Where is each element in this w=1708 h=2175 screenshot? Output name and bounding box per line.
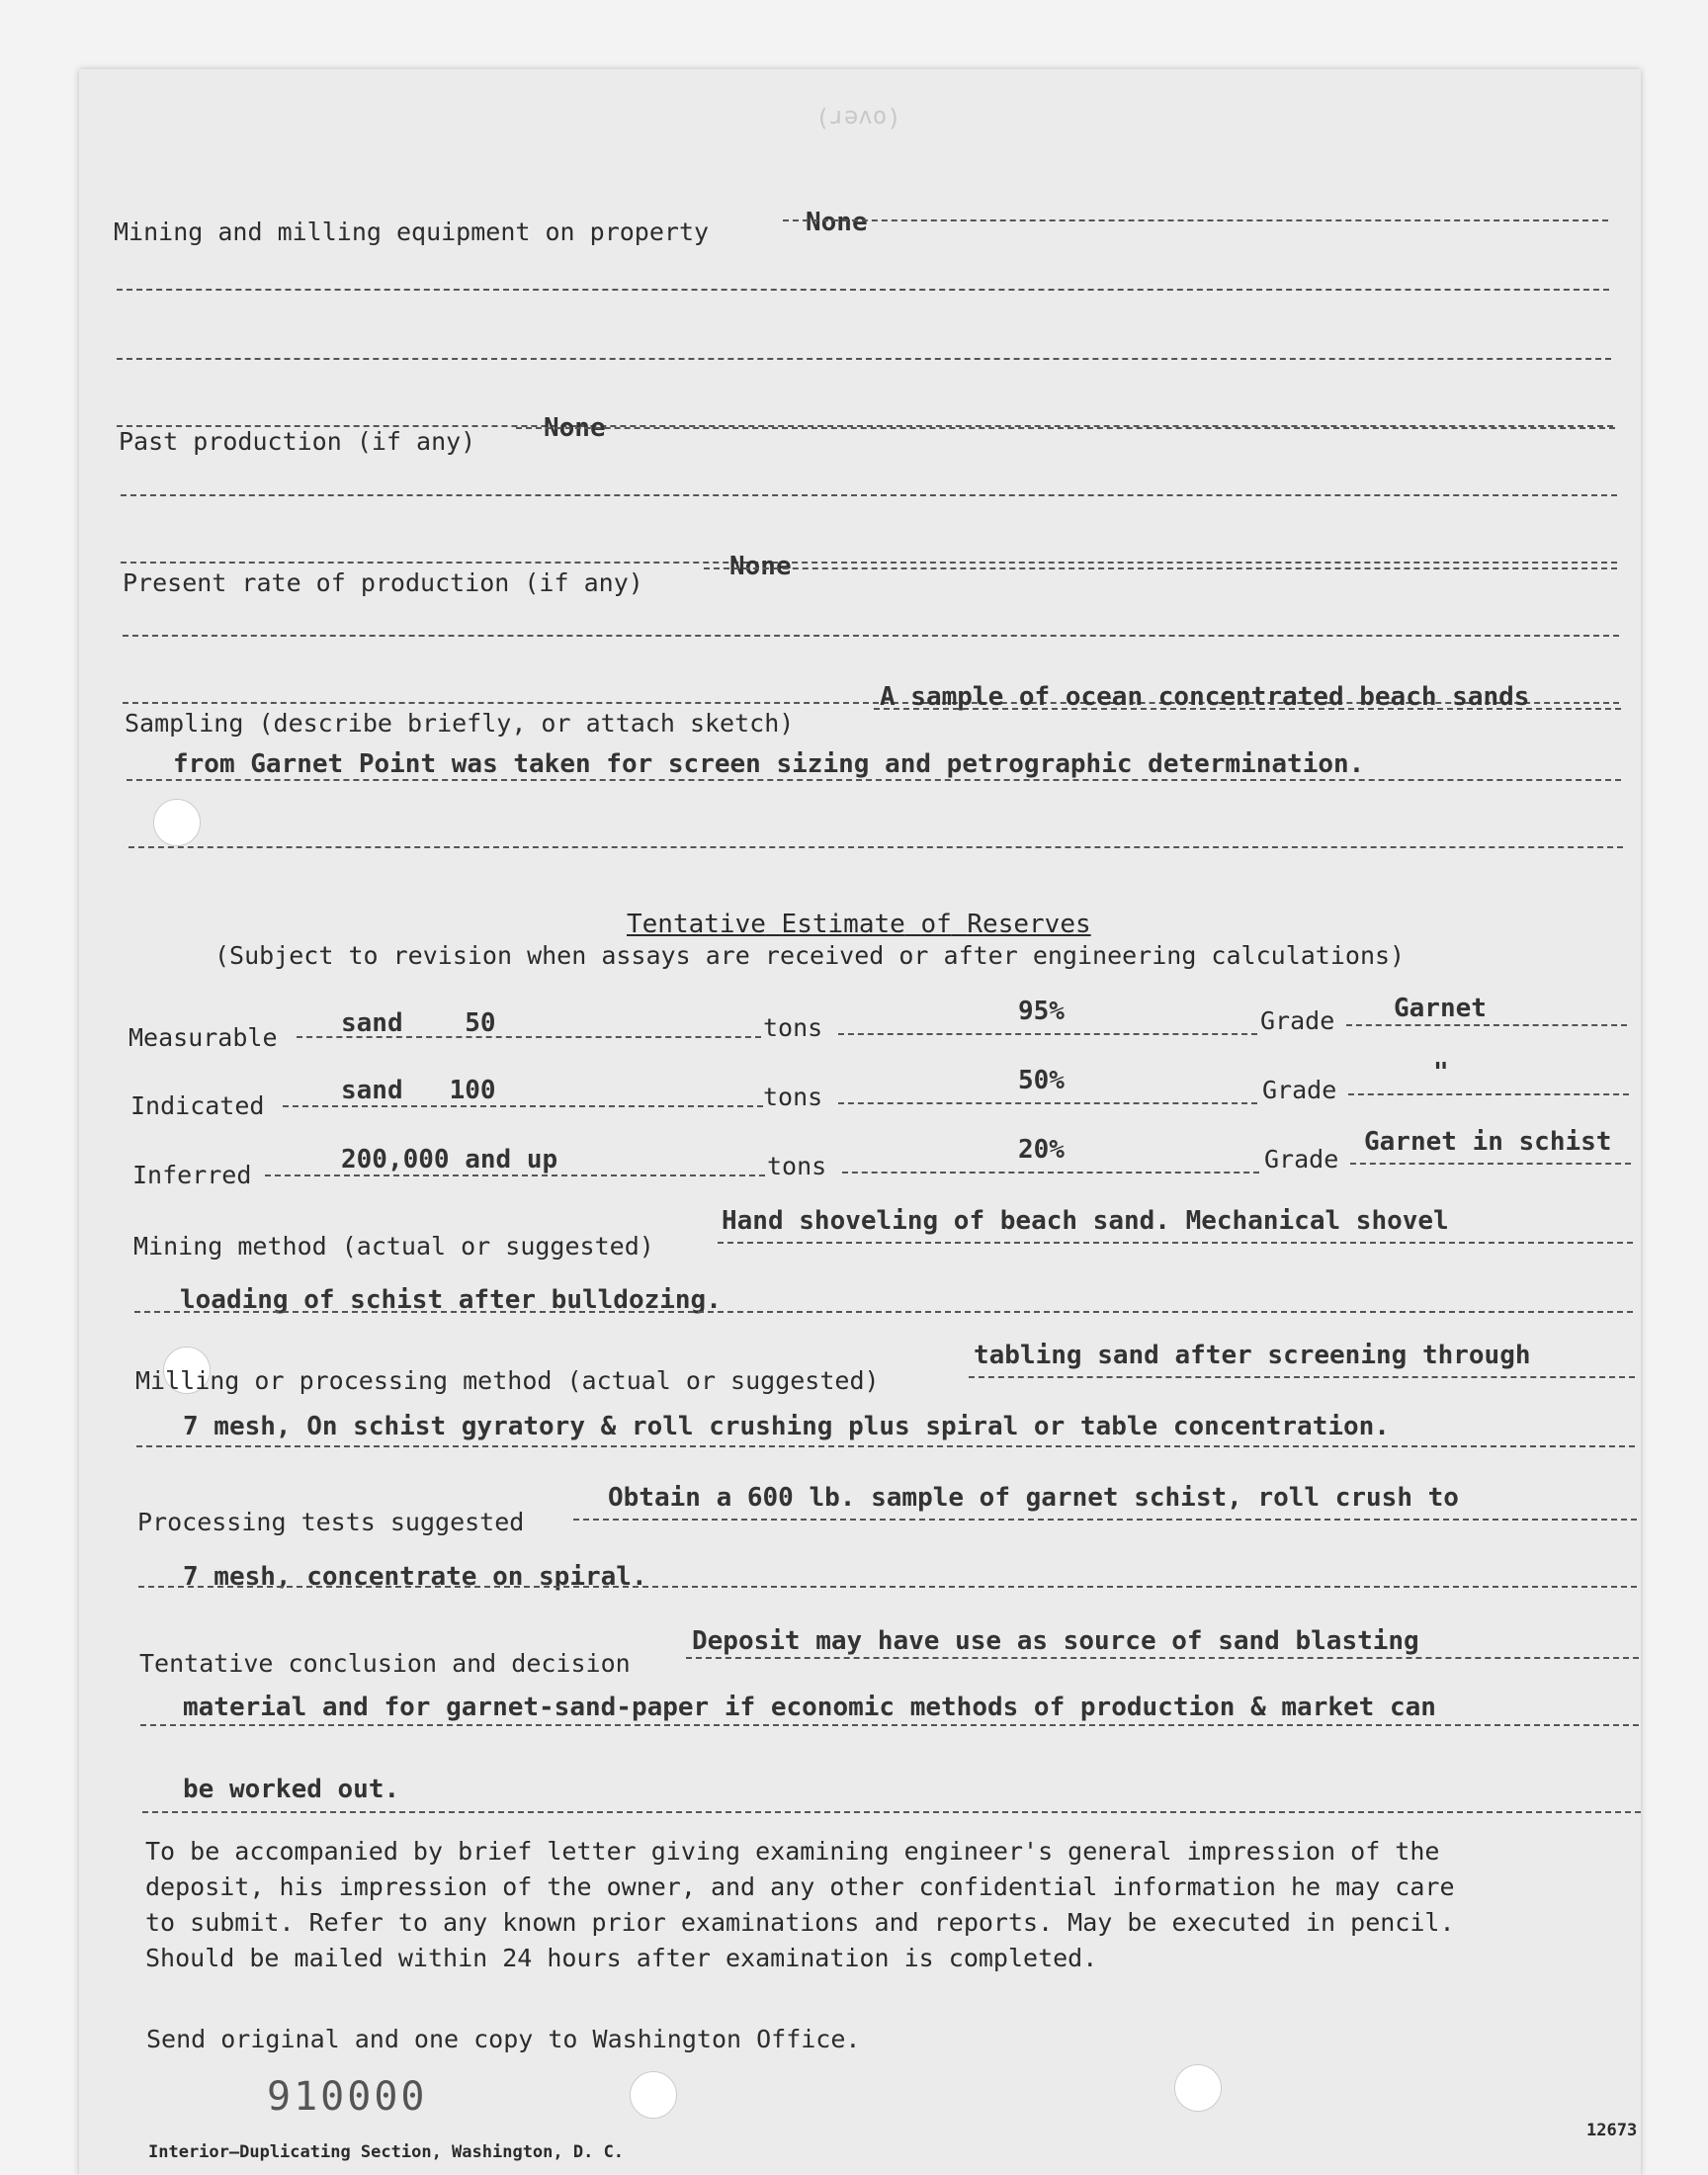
mining-method-value-2: loading of schist after bulldozing. bbox=[180, 1285, 722, 1315]
sampling-label: Sampling (describe briefly, or attach sketch) bbox=[125, 709, 795, 738]
indicated-grade-label: Grade bbox=[1262, 1076, 1337, 1104]
heading-word-4: Reserves bbox=[967, 910, 1091, 939]
equipment-line bbox=[783, 219, 1608, 221]
measurable-qty: sand 50 bbox=[341, 1008, 496, 1038]
instructions-paragraph bbox=[145, 1834, 1638, 1976]
indicated-qty-line bbox=[283, 1105, 763, 1107]
sampling-value-1: A sample of ocean concentrated beach sands bbox=[880, 682, 1530, 712]
reserves-subtitle: (Subject to revision when assays are received or after engineering calculations) bbox=[214, 941, 1406, 970]
blank-line-6 bbox=[123, 635, 1619, 637]
inferred-grade-label: Grade bbox=[1264, 1145, 1339, 1174]
milling-method-line-2 bbox=[136, 1445, 1635, 1447]
present-rate-line bbox=[704, 567, 1617, 569]
blank-line-2 bbox=[117, 358, 1611, 360]
indicated-qty: sand 100 bbox=[341, 1076, 496, 1105]
milling-method-value-1: tabling sand after screening through bbox=[974, 1341, 1531, 1370]
stamp-number: 910000 bbox=[267, 2074, 428, 2120]
processing-tests-line-1 bbox=[573, 1519, 1637, 1521]
indicated-tons: tons bbox=[763, 1083, 823, 1111]
mining-method-value-1: Hand shoveling of beach sand. Mechanical shovel bbox=[722, 1206, 1449, 1236]
measurable-grade: Garnet bbox=[1394, 994, 1487, 1023]
measurable-grade-line bbox=[1346, 1024, 1627, 1026]
heading-word-2: Estimate bbox=[781, 910, 905, 939]
conclusion-value-1: Deposit may have use as source of sand blasting bbox=[692, 1626, 1419, 1656]
milling-method-label: Milling or processing method (actual or suggested) bbox=[135, 1366, 880, 1395]
footer-imprint: Interior—Duplicating Section, Washington, D. C. bbox=[148, 2142, 625, 2162]
blank-line-8 bbox=[128, 846, 1623, 848]
past-production-line bbox=[516, 427, 1615, 429]
conclusion-line-3 bbox=[142, 1811, 1641, 1813]
measurable-label: Measurable bbox=[128, 1023, 278, 1052]
blank-line-1 bbox=[117, 289, 1609, 291]
measurable-grade-label: Grade bbox=[1260, 1006, 1335, 1035]
instructions-line-2: deposit, his impression of the owner, and any other confidential information he may care bbox=[145, 1872, 1455, 1901]
form-number: 12673 bbox=[1586, 2121, 1638, 2140]
blank-line-5 bbox=[121, 562, 1617, 564]
measurable-qty-line bbox=[297, 1036, 761, 1038]
instructions-line-3: to submit. Refer to any known prior examinations and reports. May be executed in pencil. bbox=[145, 1908, 1455, 1937]
conclusion-label: Tentative conclusion and decision bbox=[139, 1649, 631, 1678]
mining-method-line-1 bbox=[718, 1242, 1633, 1244]
instructions-line-1: To be accompanied by brief letter giving examining engineer's general impression of the bbox=[145, 1837, 1440, 1866]
measurable-pct: 95% bbox=[1018, 997, 1065, 1026]
indicated-pct: 50% bbox=[1018, 1066, 1065, 1095]
inferred-grade: Garnet in schist bbox=[1364, 1127, 1612, 1157]
milling-method-value-2: 7 mesh, On schist gyratory & roll crushing plus spiral or table concentration. bbox=[183, 1412, 1390, 1441]
heading-word-1: Tentative bbox=[627, 910, 766, 939]
instructions-line-4: Should be mailed within 24 hours after examination is completed. bbox=[145, 1944, 1098, 1972]
past-production-label: Past production (if any) bbox=[119, 427, 476, 456]
past-production-value: None bbox=[544, 413, 606, 443]
punch-hole-left-upper bbox=[153, 799, 201, 846]
conclusion-line-1 bbox=[686, 1657, 1639, 1659]
mining-method-label: Mining method (actual or suggested) bbox=[133, 1232, 654, 1261]
inferred-tons: tons bbox=[767, 1152, 827, 1180]
measurable-pct-line bbox=[838, 1033, 1257, 1035]
reserves-heading bbox=[627, 910, 1091, 939]
send-note: Send original and one copy to Washington Office. bbox=[146, 2025, 861, 2053]
present-rate-label: Present rate of production (if any) bbox=[123, 568, 643, 597]
ghost-text-top: (over) bbox=[815, 105, 901, 132]
conclusion-value-2: material and for garnet-sand-paper if economic methods of production & market can bbox=[183, 1693, 1436, 1722]
heading-word-3: of bbox=[920, 910, 952, 939]
conclusion-value-3: be worked out. bbox=[183, 1775, 400, 1804]
processing-tests-value-2: 7 mesh, concentrate on spiral. bbox=[183, 1562, 647, 1592]
measurable-tons: tons bbox=[763, 1013, 823, 1042]
indicated-pct-line bbox=[838, 1102, 1257, 1104]
conclusion-line-2 bbox=[140, 1724, 1639, 1726]
indicated-grade: " bbox=[1433, 1058, 1449, 1088]
inferred-qty-line bbox=[265, 1174, 765, 1176]
sampling-line-2 bbox=[127, 779, 1621, 781]
equipment-label: Mining and milling equipment on property bbox=[114, 218, 710, 246]
inferred-label: Inferred bbox=[132, 1161, 252, 1189]
milling-method-line-1 bbox=[969, 1376, 1635, 1378]
sampling-line-1 bbox=[874, 708, 1621, 710]
punch-hole-bottom-right bbox=[1174, 2064, 1222, 2112]
processing-tests-label: Processing tests suggested bbox=[137, 1508, 525, 1536]
inferred-grade-line bbox=[1350, 1163, 1631, 1165]
indicated-grade-line bbox=[1348, 1093, 1629, 1095]
inferred-qty: 200,000 and up bbox=[341, 1145, 558, 1174]
punch-hole-bottom-middle bbox=[630, 2071, 677, 2119]
sampling-value-2: from Garnet Point was taken for screen sizing and petrographic determination. bbox=[173, 749, 1365, 779]
present-rate-value: None bbox=[729, 552, 792, 581]
processing-tests-value-1: Obtain a 600 lb. sample of garnet schist, roll crush to bbox=[608, 1483, 1459, 1513]
blank-line-4 bbox=[121, 494, 1617, 496]
mining-method-line-2 bbox=[134, 1311, 1633, 1313]
equipment-value: None bbox=[806, 208, 868, 237]
indicated-label: Indicated bbox=[130, 1091, 265, 1120]
processing-tests-line-2 bbox=[138, 1586, 1637, 1588]
inferred-pct: 20% bbox=[1018, 1135, 1065, 1165]
inferred-pct-line bbox=[842, 1172, 1259, 1174]
